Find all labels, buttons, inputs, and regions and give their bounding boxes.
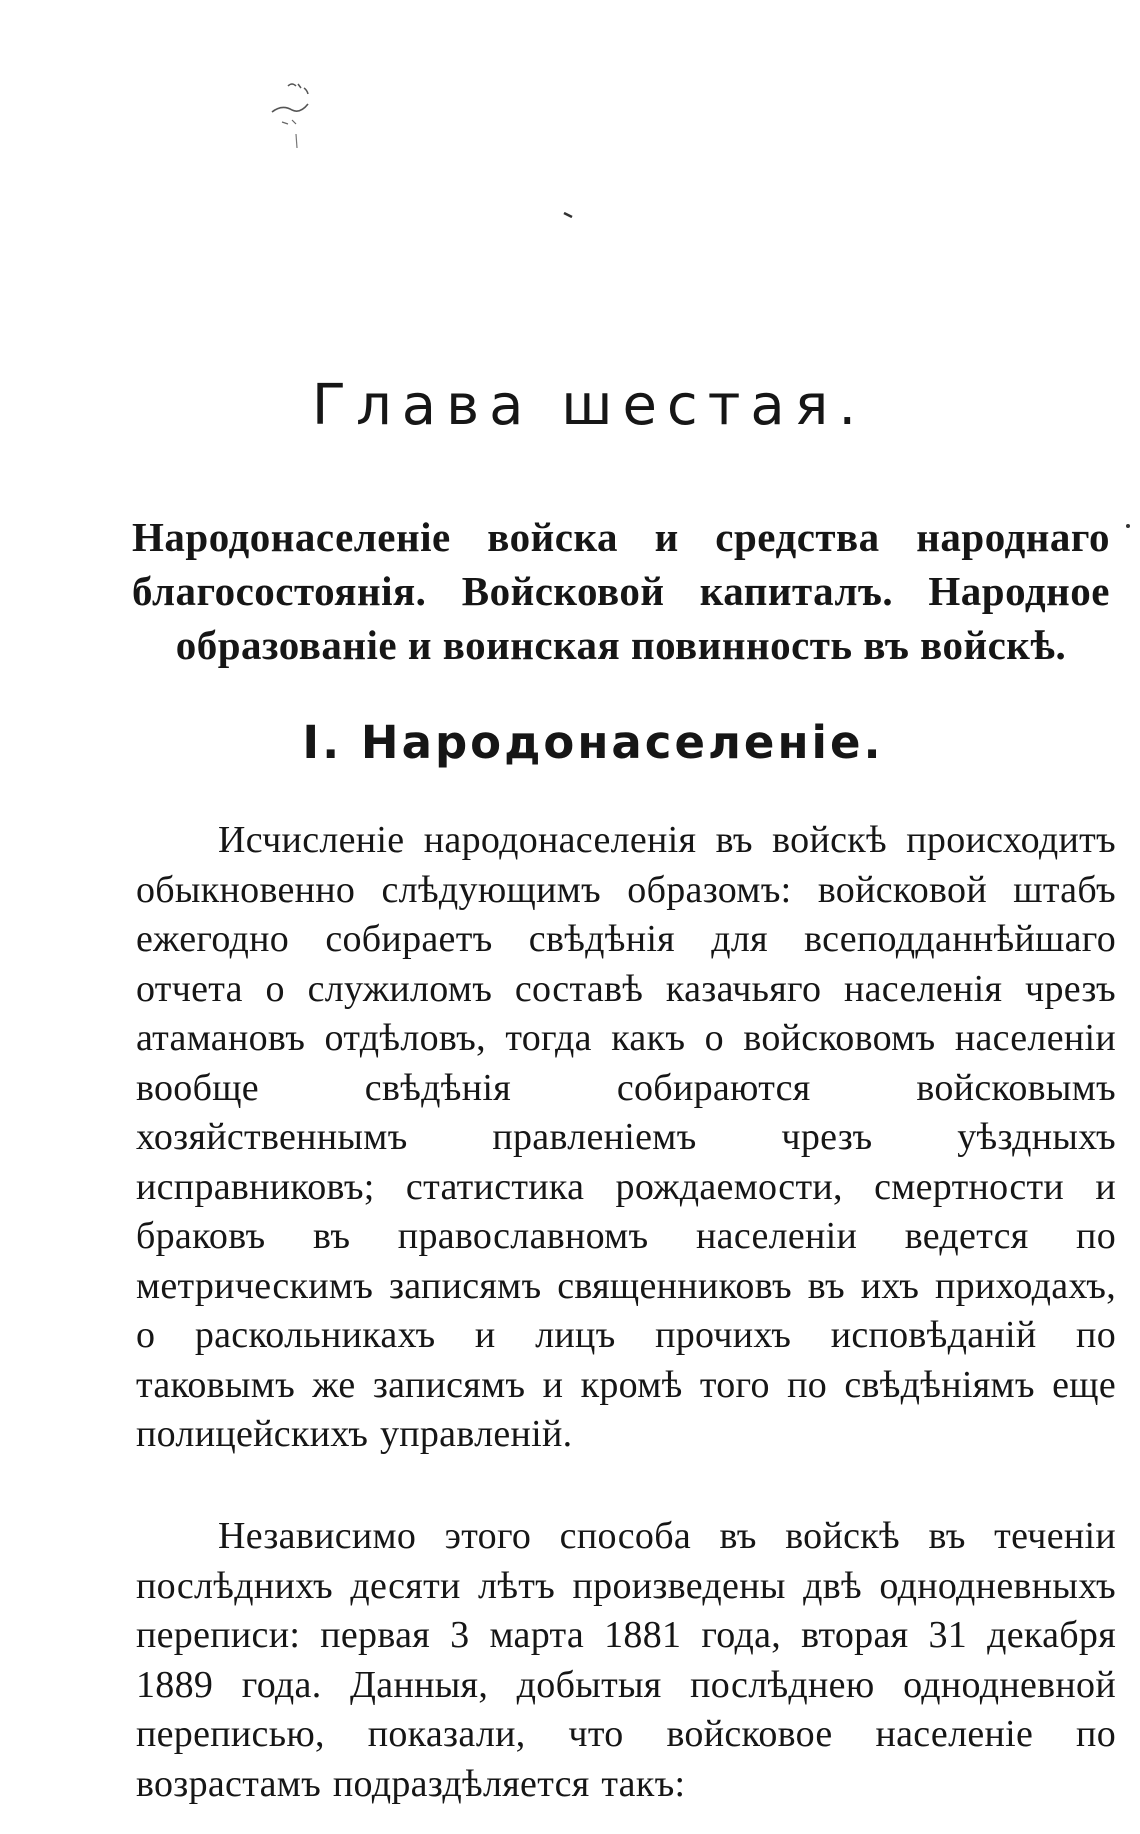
margin-dot-mark [1126,524,1130,528]
chapter-title: Глава шестая. [311,373,867,438]
section-title: I. Народонаселеніе. [302,716,884,769]
body-paragraph: Независимо этого способа въ войскѣ въ теченіи послѣднихъ десяти лѣтъ произведены двѣ однодневныхъ переписи: первая 3 марта 1881 года, вторая 31 декабря 1889 года. Данныя, добытыя послѣднею однодневной переписью, показали, что войсковое населеніе по возрастамъ подраздѣляется такъ: [136,1515,1116,1805]
ink-dash-mark [563,212,573,218]
body-paragraph: Исчисленіе народонаселенія въ войскѣ происходитъ обыкновенно слѣдующимъ образомъ: войсковой штабъ ежегодно собираетъ свѣдѣнія для всеподданнѣйшаго отчета о служиломъ составѣ казачьяго населенія чрезъ атамановъ отдѣловъ, тогда какъ о войсковомъ населеніи вообще свѣдѣнія собираются войсковымъ хозяйственнымъ правленіемъ чрезъ уѣздныхъ исправниковъ; статистика рождаемости, смертности и браковъ въ православномъ населеніи ведется по метрическимъ записямъ священниковъ въ ихъ приходахъ, о раскольникахъ и лицъ прочихъ исповѣданій по таковымъ же записямъ и кромѣ того по свѣдѣніямъ еще полицейскихъ управленій. [136,819,1116,1455]
chapter-summary: Народонаселеніе войска и средства народнаго благосостоянія. Войсковой капиталъ. Народное образованіе и воинская повинность въ войскѣ. [132,514,1110,668]
margin-scribble-mark [268,78,328,150]
